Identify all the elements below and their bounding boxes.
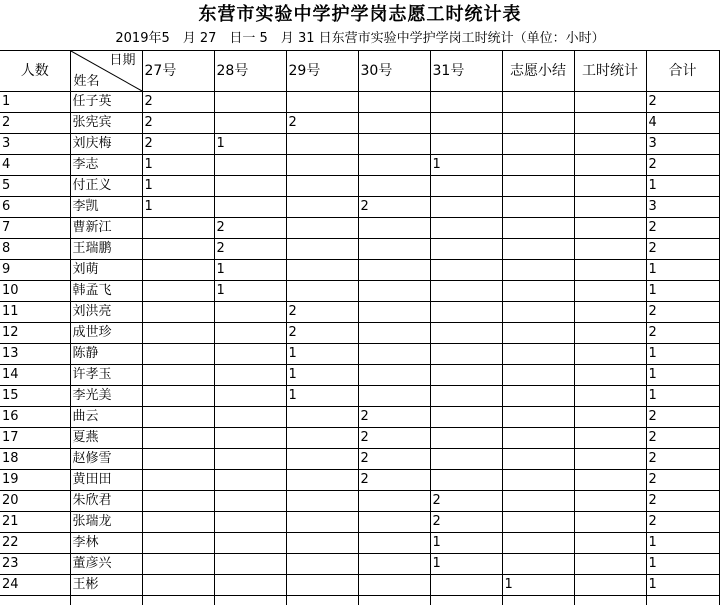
total-cell[interactable]: 3 — [646, 134, 719, 155]
day-29-cell[interactable] — [286, 533, 358, 554]
row-number-cell[interactable]: 17 — [0, 428, 70, 449]
day-28-cell[interactable] — [214, 512, 286, 533]
day-31-cell[interactable] — [430, 575, 502, 596]
day-30-cell[interactable] — [358, 155, 430, 176]
day-28-cell[interactable] — [214, 449, 286, 470]
table-row — [0, 197, 719, 218]
total-cell[interactable]: 4 — [646, 113, 719, 134]
total-cell[interactable]: 1 — [646, 260, 719, 281]
total-cell[interactable]: 1 — [646, 554, 719, 575]
row-number-cell[interactable]: 1 — [0, 92, 70, 113]
day-30-cell[interactable]: 2 — [358, 428, 430, 449]
row-number-cell[interactable]: 11 — [0, 302, 70, 323]
summary-cell[interactable] — [502, 218, 574, 239]
day-27-cell[interactable] — [142, 302, 214, 323]
summary-cell[interactable] — [502, 407, 574, 428]
stats-cell[interactable] — [574, 239, 646, 260]
day-28-cell[interactable] — [214, 113, 286, 134]
day-29-cell[interactable] — [286, 596, 358, 605]
day-28-cell[interactable]: 2 — [214, 218, 286, 239]
stats-cell[interactable] — [574, 491, 646, 512]
day-28-cell[interactable] — [214, 428, 286, 449]
day-28-cell[interactable] — [214, 344, 286, 365]
day-31-cell[interactable] — [430, 260, 502, 281]
table-row — [0, 554, 719, 575]
day-29-cell[interactable]: 2 — [286, 302, 358, 323]
table-row — [0, 155, 719, 176]
row-number-cell[interactable] — [0, 596, 70, 605]
day-31-cell[interactable] — [430, 197, 502, 218]
day-30-cell[interactable] — [358, 176, 430, 197]
day-30-cell[interactable]: 2 — [358, 407, 430, 428]
total-cell[interactable]: 1 — [646, 386, 719, 407]
day-31-cell[interactable] — [430, 92, 502, 113]
day-30-cell[interactable] — [358, 92, 430, 113]
day-27-cell[interactable] — [142, 470, 214, 491]
day-29-cell[interactable] — [286, 428, 358, 449]
header-date-label: 日期 — [109, 53, 136, 68]
day-30-cell[interactable] — [358, 533, 430, 554]
table-row — [0, 218, 719, 239]
total-cell[interactable]: 3 — [646, 197, 719, 218]
total-cell[interactable]: 1 — [646, 281, 719, 302]
day-30-cell[interactable]: 2 — [358, 470, 430, 491]
summary-cell[interactable] — [502, 92, 574, 113]
day-27-cell[interactable] — [142, 554, 214, 575]
stats-cell[interactable] — [574, 92, 646, 113]
table-row — [0, 470, 719, 491]
day-31-cell[interactable]: 2 — [430, 491, 502, 512]
row-number-cell[interactable]: 4 — [0, 155, 70, 176]
day-30-cell[interactable]: 2 — [358, 449, 430, 470]
day-29-cell[interactable] — [286, 92, 358, 113]
summary-cell[interactable] — [502, 344, 574, 365]
name-cell[interactable]: 曲云 — [70, 407, 142, 428]
name-cell[interactable]: 刘萌 — [70, 260, 142, 281]
name-cell[interactable]: 李林 — [70, 533, 142, 554]
table-row — [0, 323, 719, 344]
header-day-29[interactable]: 29号 — [286, 51, 358, 92]
day-31-cell[interactable] — [430, 344, 502, 365]
day-30-cell[interactable] — [358, 365, 430, 386]
stats-cell[interactable] — [574, 323, 646, 344]
row-number-cell[interactable]: 6 — [0, 197, 70, 218]
day-28-cell[interactable] — [214, 323, 286, 344]
summary-cell[interactable]: 1 — [502, 575, 574, 596]
day-28-cell[interactable] — [214, 92, 286, 113]
day-31-cell[interactable] — [430, 470, 502, 491]
day-31-cell[interactable] — [430, 449, 502, 470]
name-cell[interactable]: 刘洪亮 — [70, 302, 142, 323]
header-day-31[interactable]: 31号 — [430, 51, 502, 92]
stats-cell[interactable] — [574, 386, 646, 407]
name-cell[interactable]: 张宪宾 — [70, 113, 142, 134]
stats-cell[interactable] — [574, 512, 646, 533]
table-row — [0, 281, 719, 302]
summary-cell[interactable] — [502, 323, 574, 344]
total-cell[interactable]: 2 — [646, 239, 719, 260]
day-27-cell[interactable]: 2 — [142, 113, 214, 134]
day-27-cell[interactable] — [142, 533, 214, 554]
day-27-cell[interactable] — [142, 239, 214, 260]
header-total[interactable]: 合计 — [646, 51, 719, 92]
table-row — [0, 407, 719, 428]
day-28-cell[interactable] — [214, 302, 286, 323]
total-cell[interactable] — [646, 596, 719, 605]
row-number-cell[interactable]: 7 — [0, 218, 70, 239]
day-27-cell[interactable] — [142, 323, 214, 344]
name-cell[interactable]: 韩孟飞 — [70, 281, 142, 302]
day-28-cell[interactable] — [214, 575, 286, 596]
summary-cell[interactable] — [502, 113, 574, 134]
day-29-cell[interactable]: 2 — [286, 323, 358, 344]
day-29-cell[interactable]: 1 — [286, 365, 358, 386]
day-30-cell[interactable] — [358, 323, 430, 344]
summary-cell[interactable] — [502, 365, 574, 386]
day-28-cell[interactable] — [214, 470, 286, 491]
row-number-cell[interactable]: 15 — [0, 386, 70, 407]
day-27-cell[interactable] — [142, 428, 214, 449]
row-number-cell[interactable]: 21 — [0, 512, 70, 533]
table-row — [0, 113, 719, 134]
header-name-label: 姓名 — [73, 74, 100, 89]
day-28-cell[interactable] — [214, 365, 286, 386]
row-number-cell[interactable]: 3 — [0, 134, 70, 155]
day-27-cell[interactable] — [142, 260, 214, 281]
day-30-cell[interactable] — [358, 113, 430, 134]
day-31-cell[interactable]: 1 — [430, 554, 502, 575]
name-cell[interactable]: 李凯 — [70, 197, 142, 218]
table-row — [0, 239, 719, 260]
day-29-cell[interactable] — [286, 155, 358, 176]
summary-cell[interactable] — [502, 386, 574, 407]
table-row — [0, 386, 719, 407]
table-row — [0, 449, 719, 470]
day-31-cell[interactable]: 1 — [430, 155, 502, 176]
day-28-cell[interactable]: 1 — [214, 260, 286, 281]
header-summary[interactable]: 志愿小结 — [502, 51, 574, 92]
summary-cell[interactable] — [502, 491, 574, 512]
stats-cell[interactable] — [574, 344, 646, 365]
day-29-cell[interactable] — [286, 134, 358, 155]
day-27-cell[interactable] — [142, 281, 214, 302]
day-27-cell[interactable] — [142, 218, 214, 239]
stats-cell[interactable] — [574, 575, 646, 596]
day-27-cell[interactable] — [142, 344, 214, 365]
name-cell[interactable]: 王瑞鹏 — [70, 239, 142, 260]
day-28-cell[interactable] — [214, 155, 286, 176]
table-row — [0, 365, 719, 386]
day-31-cell[interactable] — [430, 323, 502, 344]
header-row — [0, 51, 719, 92]
name-cell[interactable]: 赵修雪 — [70, 449, 142, 470]
summary-cell[interactable] — [502, 596, 574, 605]
row-number-cell[interactable]: 5 — [0, 176, 70, 197]
table-row — [0, 596, 719, 605]
row-number-cell[interactable]: 20 — [0, 491, 70, 512]
total-cell[interactable]: 2 — [646, 449, 719, 470]
day-29-cell[interactable] — [286, 575, 358, 596]
name-cell[interactable]: 刘庆梅 — [70, 134, 142, 155]
day-29-cell[interactable] — [286, 554, 358, 575]
day-31-cell[interactable] — [430, 596, 502, 605]
total-cell[interactable]: 2 — [646, 218, 719, 239]
stats-cell[interactable] — [574, 260, 646, 281]
name-cell[interactable]: 陈静 — [70, 344, 142, 365]
row-number-cell[interactable]: 2 — [0, 113, 70, 134]
day-30-cell[interactable] — [358, 134, 430, 155]
day-28-cell[interactable] — [214, 554, 286, 575]
header-day-30[interactable]: 30号 — [358, 51, 430, 92]
day-30-cell[interactable] — [358, 575, 430, 596]
row-number-cell[interactable]: 12 — [0, 323, 70, 344]
total-cell[interactable]: 2 — [646, 491, 719, 512]
day-30-cell[interactable] — [358, 239, 430, 260]
day-27-cell[interactable] — [142, 491, 214, 512]
table-row — [0, 533, 719, 554]
summary-cell[interactable] — [502, 533, 574, 554]
day-29-cell[interactable] — [286, 197, 358, 218]
name-cell[interactable]: 曹新江 — [70, 218, 142, 239]
summary-cell[interactable] — [502, 176, 574, 197]
day-30-cell[interactable] — [358, 554, 430, 575]
stats-cell[interactable] — [574, 596, 646, 605]
day-31-cell[interactable]: 1 — [430, 533, 502, 554]
day-27-cell[interactable] — [142, 449, 214, 470]
stats-cell[interactable] — [574, 365, 646, 386]
summary-cell[interactable] — [502, 512, 574, 533]
day-31-cell[interactable] — [430, 386, 502, 407]
day-29-cell[interactable]: 2 — [286, 113, 358, 134]
table-row — [0, 512, 719, 533]
table-row — [0, 428, 719, 449]
total-cell[interactable]: 2 — [646, 302, 719, 323]
day-30-cell[interactable] — [358, 512, 430, 533]
day-30-cell[interactable] — [358, 344, 430, 365]
day-30-cell[interactable] — [358, 260, 430, 281]
table-row — [0, 176, 719, 197]
summary-cell[interactable] — [502, 260, 574, 281]
name-cell[interactable]: 李志 — [70, 155, 142, 176]
stats-cell[interactable] — [574, 134, 646, 155]
total-cell[interactable]: 2 — [646, 155, 719, 176]
total-cell[interactable]: 2 — [646, 323, 719, 344]
stats-cell[interactable] — [574, 407, 646, 428]
day-28-cell[interactable]: 1 — [214, 134, 286, 155]
summary-cell[interactable] — [502, 554, 574, 575]
table-row — [0, 92, 719, 113]
total-cell[interactable]: 1 — [646, 344, 719, 365]
day-31-cell[interactable] — [430, 218, 502, 239]
name-cell[interactable]: 任子英 — [70, 92, 142, 113]
row-number-cell[interactable]: 19 — [0, 470, 70, 491]
day-27-cell[interactable]: 1 — [142, 176, 214, 197]
row-number-cell[interactable]: 18 — [0, 449, 70, 470]
table-row — [0, 302, 719, 323]
day-29-cell[interactable]: 1 — [286, 344, 358, 365]
stats-cell[interactable] — [574, 554, 646, 575]
day-28-cell[interactable] — [214, 596, 286, 605]
day-29-cell[interactable] — [286, 281, 358, 302]
day-31-cell[interactable] — [430, 428, 502, 449]
day-30-cell[interactable] — [358, 596, 430, 605]
day-30-cell[interactable] — [358, 491, 430, 512]
day-29-cell[interactable] — [286, 176, 358, 197]
table-row — [0, 134, 719, 155]
day-27-cell[interactable] — [142, 596, 214, 605]
stats-cell[interactable] — [574, 113, 646, 134]
stats-cell[interactable] — [574, 533, 646, 554]
stats-cell[interactable] — [574, 428, 646, 449]
total-cell[interactable]: 1 — [646, 533, 719, 554]
stats-cell[interactable] — [574, 302, 646, 323]
day-27-cell[interactable]: 1 — [142, 197, 214, 218]
day-28-cell[interactable] — [214, 386, 286, 407]
summary-cell[interactable] — [502, 197, 574, 218]
sheet-title: 东营市实验中学护学岗志愿工时统计表 — [198, 4, 522, 25]
row-number-cell[interactable]: 10 — [0, 281, 70, 302]
row-number-cell[interactable]: 23 — [0, 554, 70, 575]
day-27-cell[interactable] — [142, 512, 214, 533]
row-number-cell[interactable]: 16 — [0, 407, 70, 428]
summary-cell[interactable] — [502, 428, 574, 449]
day-28-cell[interactable] — [214, 491, 286, 512]
name-cell[interactable]: 付正义 — [70, 176, 142, 197]
total-cell[interactable]: 2 — [646, 428, 719, 449]
day-27-cell[interactable] — [142, 575, 214, 596]
summary-cell[interactable] — [502, 449, 574, 470]
day-29-cell[interactable] — [286, 407, 358, 428]
row-number-cell[interactable]: 22 — [0, 533, 70, 554]
day-27-cell[interactable] — [142, 386, 214, 407]
sheet-subtitle: 2019年5 月 27 日一 5 月 31 日东营市实验中学护学岗工时统计（单位：小时） — [115, 31, 605, 46]
hours-table — [0, 50, 720, 605]
summary-cell[interactable] — [502, 134, 574, 155]
day-29-cell[interactable] — [286, 491, 358, 512]
summary-cell[interactable] — [502, 239, 574, 260]
row-number-cell[interactable]: 9 — [0, 260, 70, 281]
stats-cell[interactable] — [574, 155, 646, 176]
day-30-cell[interactable] — [358, 386, 430, 407]
summary-cell[interactable] — [502, 470, 574, 491]
stats-cell[interactable] — [574, 176, 646, 197]
stats-cell[interactable] — [574, 281, 646, 302]
row-number-cell[interactable]: 13 — [0, 344, 70, 365]
summary-cell[interactable] — [502, 155, 574, 176]
day-29-cell[interactable] — [286, 218, 358, 239]
day-31-cell[interactable] — [430, 176, 502, 197]
table-row — [0, 344, 719, 365]
day-30-cell[interactable] — [358, 302, 430, 323]
header-diagonal-cell[interactable] — [70, 51, 142, 92]
day-28-cell[interactable]: 1 — [214, 281, 286, 302]
name-cell[interactable]: 夏燕 — [70, 428, 142, 449]
day-27-cell[interactable]: 2 — [142, 92, 214, 113]
row-number-cell[interactable]: 24 — [0, 575, 70, 596]
day-29-cell[interactable] — [286, 470, 358, 491]
summary-cell[interactable] — [502, 302, 574, 323]
total-cell[interactable]: 2 — [646, 512, 719, 533]
total-cell[interactable]: 2 — [646, 92, 719, 113]
stats-cell[interactable] — [574, 197, 646, 218]
header-stats[interactable]: 工时统计 — [574, 51, 646, 92]
total-cell[interactable]: 2 — [646, 470, 719, 491]
day-29-cell[interactable]: 1 — [286, 386, 358, 407]
table-row — [0, 260, 719, 281]
name-cell[interactable]: 董彦兴 — [70, 554, 142, 575]
stats-cell[interactable] — [574, 470, 646, 491]
stats-cell[interactable] — [574, 218, 646, 239]
day-27-cell[interactable]: 2 — [142, 134, 214, 155]
total-cell[interactable]: 1 — [646, 176, 719, 197]
day-31-cell[interactable] — [430, 407, 502, 428]
day-31-cell[interactable] — [430, 365, 502, 386]
day-31-cell[interactable] — [430, 134, 502, 155]
day-30-cell[interactable]: 2 — [358, 197, 430, 218]
name-cell[interactable]: 成世珍 — [70, 323, 142, 344]
row-number-cell[interactable]: 8 — [0, 239, 70, 260]
total-cell[interactable]: 2 — [646, 407, 719, 428]
day-31-cell[interactable] — [430, 281, 502, 302]
day-29-cell[interactable] — [286, 239, 358, 260]
name-cell[interactable]: 许孝玉 — [70, 365, 142, 386]
day-27-cell[interactable]: 1 — [142, 155, 214, 176]
name-cell[interactable] — [70, 596, 142, 605]
name-cell[interactable]: 黄田田 — [70, 470, 142, 491]
day-29-cell[interactable] — [286, 449, 358, 470]
summary-cell[interactable] — [502, 281, 574, 302]
header-count-cell[interactable]: 人数 — [0, 51, 70, 92]
table-row — [0, 491, 719, 512]
table-row — [0, 575, 719, 596]
total-cell[interactable]: 1 — [646, 365, 719, 386]
day-28-cell[interactable] — [214, 197, 286, 218]
day-31-cell[interactable] — [430, 239, 502, 260]
name-cell[interactable]: 张瑞龙 — [70, 512, 142, 533]
day-27-cell[interactable] — [142, 407, 214, 428]
name-cell[interactable]: 朱欣君 — [70, 491, 142, 512]
header-day-28[interactable]: 28号 — [214, 51, 286, 92]
day-31-cell[interactable] — [430, 302, 502, 323]
day-28-cell[interactable] — [214, 533, 286, 554]
day-27-cell[interactable] — [142, 365, 214, 386]
header-day-27[interactable]: 27号 — [142, 51, 214, 92]
day-28-cell[interactable] — [214, 176, 286, 197]
day-31-cell[interactable]: 2 — [430, 512, 502, 533]
day-29-cell[interactable] — [286, 260, 358, 281]
day-29-cell[interactable] — [286, 512, 358, 533]
day-31-cell[interactable] — [430, 113, 502, 134]
day-30-cell[interactable] — [358, 281, 430, 302]
name-cell[interactable]: 王彬 — [70, 575, 142, 596]
name-cell[interactable]: 李光美 — [70, 386, 142, 407]
stats-cell[interactable] — [574, 449, 646, 470]
total-cell[interactable]: 1 — [646, 575, 719, 596]
row-number-cell[interactable]: 14 — [0, 365, 70, 386]
day-30-cell[interactable] — [358, 218, 430, 239]
day-28-cell[interactable]: 2 — [214, 239, 286, 260]
day-28-cell[interactable] — [214, 407, 286, 428]
